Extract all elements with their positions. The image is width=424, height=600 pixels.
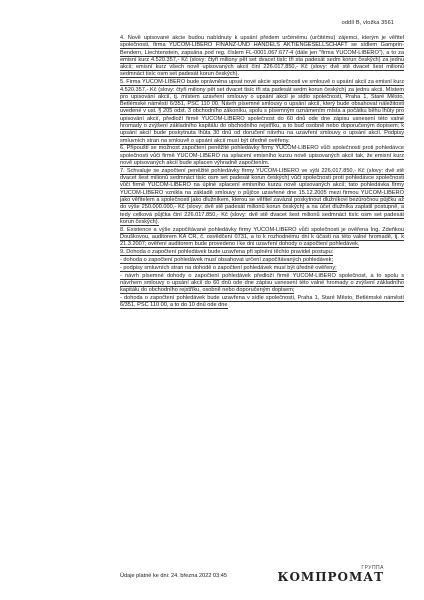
paragraph-item-8 bbox=[120, 227, 404, 249]
paragraph-text: 7. Schvaluje se započtení peněžité pohledávky firmy YUCOM-LIBERO ve výši 226.017.850,- Kč (slovy: dvě stě dvacet šest milionů sedmnáct tisíc osm set padesát korun českých) vůči společnosti proti pohledávce společnosti vůči firmě YUCOM-LIBERO na úplné splacení emisního kurzu nově upisovaných akcií; tato pohledávka firmy YUCOM-LIBERO vznikla na základě smlouvy o půjčce uzavřené dne 15.12.2005 mezi firmou YUCOM-LIBERO jako věřitelem a společností jako dlužníkem, kterou se věřitel zavázal poskytnout dlužníkovi bezúročnou půjčku až do výše 250.000.000,- Kč (slovy: dvě stě padesát milionů korun českých) a na účet dlužníka zaplatil postupně, a tedy celková půjčka činí 226.017.850,- Kč (slovy: dvě stě dvacet šest milionů sedmnáct tisíc osm set padesát korun českých). bbox=[120, 167, 404, 225]
watermark-logo bbox=[278, 565, 384, 583]
paragraph-item-4 bbox=[120, 35, 404, 79]
watermark-main-text: КОМПРОМАТ bbox=[277, 570, 384, 584]
paragraph-text: 9. Dohoda o započtení pohledávek bude uzavřena při splnění těchto pravidel postupu: bbox=[120, 249, 334, 256]
list-item-text: - podpisy smluvních stran na dohodě o započtení pohledávek musí být úředně ověřeny; bbox=[120, 264, 337, 271]
paragraph-item-6 bbox=[120, 145, 404, 167]
paragraph-text: 6. Připouští se možnost započtení peněžité pohledávky firmy YUCOM-LIBERO vůči společnosti proti pohledávce společnosti vůči firmě YUCOM-LIBERO na splacení emisního kurzu nově upisovaných akcií tak, že emisní kurz nově upisovaných akcií bude splacen výhradně započtením. bbox=[120, 145, 404, 167]
paragraph-text: 8. Existence a výše započítávané pohledávky firmy YUCOM-LIBERO vůči společnosti je ověřena Ing. Zdeňkou Douškovou, auditorem KA ČR, č. osvědčení 0731, a to k rozhodnému dni k účasti na této valné hromadě, tj. k 21.3.2007; ověření auditorem bude provedeno i ke dni uzavření dohody o započtení pohledávek. bbox=[120, 226, 404, 248]
list-item-text: - dohoda o započtení pohledávek bude uzavřena v sídle společnosti, Praha 1, Staré Město, Betlémské náměstí 6/351, PSČ 110 00, a to do 10 dnů ode dne bbox=[120, 294, 404, 309]
register-reference: oddíl B, vložka 3561 bbox=[341, 20, 394, 26]
validity-date: Údaje platné ke dni: 24. března 2022 03:45 bbox=[120, 573, 227, 579]
paragraph-item-5 bbox=[120, 79, 404, 145]
paragraph-text: 4. Nově upisované akcie budou nabídnuty k upsání předem určenému (určitému) zájemci, kterým je věřitel společnosti, firma YUCOM-LIBERO FINANZ-UND HANDELS AKTIENGESELLSCHAFT se sídlem Gamprin-Bendern, Liechtenstein, zapsána pod reg. číslem FL-0001.067.677-4 (dále jen "firma YUCOM-LIBERO"), a to za emisní kurz 4.520.357,- Kč (slovy: čtyři miliony pět set dvacet tisíc tři sta padesát sedm korun českých) za jednu akcii; emisní kurz všech nově upisovaných akcií činí 226.017.850,- Kč (slovy: dvě stě dvacet šest milionů sedmnáct tisíc osm set padesát korun českých). bbox=[120, 35, 404, 78]
document-body bbox=[120, 35, 404, 310]
list-item-text: - návrh písemné dohody o započtení pohledávek předloží firmě YUCOM-LIBERO společnost, a to spolu s návrhem smlouvy o upsání akcií do 60 dnů ode dne zápisu usnesení této valné hromady o zvýšení základního kapitálu do obchodního rejstříku, osobně nebo doporučeným dopisem; bbox=[120, 272, 404, 294]
paragraph-item-9 bbox=[120, 249, 404, 256]
list-item bbox=[120, 257, 404, 264]
list-item-text: - dohoda o započtení pohledávek musí obsahovat určení započítávaných pohledávek; bbox=[120, 256, 334, 263]
list-item bbox=[120, 273, 404, 295]
paragraph-item-7 bbox=[120, 168, 404, 226]
paragraph-text: 5. Firma YUCOM-LIBERO bude oprávněna upsat nové akcie společnosti ve smlouvě o upsání akcií za emisní kurz 4.520.357,- Kč (slovy: čtyři miliony pět set dvacet tisíc tři sta padesát sedm korun českých) za jednu akcii. Místem pro upisování akcií, tj. místem uzavření smlouvy o upsání akcií je sídlo společnosti, Praha 1, Staré Město, Betlémské náměstí 6/351, PSČ 110 00. Návrh písemné smlouvy o upsání akcií, který bude obsahovat náležitosti uvedené v ust. § 205 odst. 3 obchodního zákoníku, spolu s písemným oznámením místa a počátku běhu lhůty pro upisování akcií, předloží firmě YUCOM-LIBERO společnost do 60 dnů ode dne zápisu usnesení této valné hromady o zvýšení základního kapitálu do obchodního rejstříku, a to buď osobně nebo doporučeným dopisem; k upsání akcií bude poskytnuta lhůta 30 dnů od doručení návrhu na uzavření smlouvy o upsání akcií. Podpisy smluvních stran na smlouvě o upsání akcií musí být úředně ověřeny. bbox=[120, 79, 404, 144]
list-item bbox=[120, 295, 404, 310]
watermark-top-text: ГРУППА bbox=[361, 565, 384, 571]
list-item bbox=[120, 265, 404, 272]
